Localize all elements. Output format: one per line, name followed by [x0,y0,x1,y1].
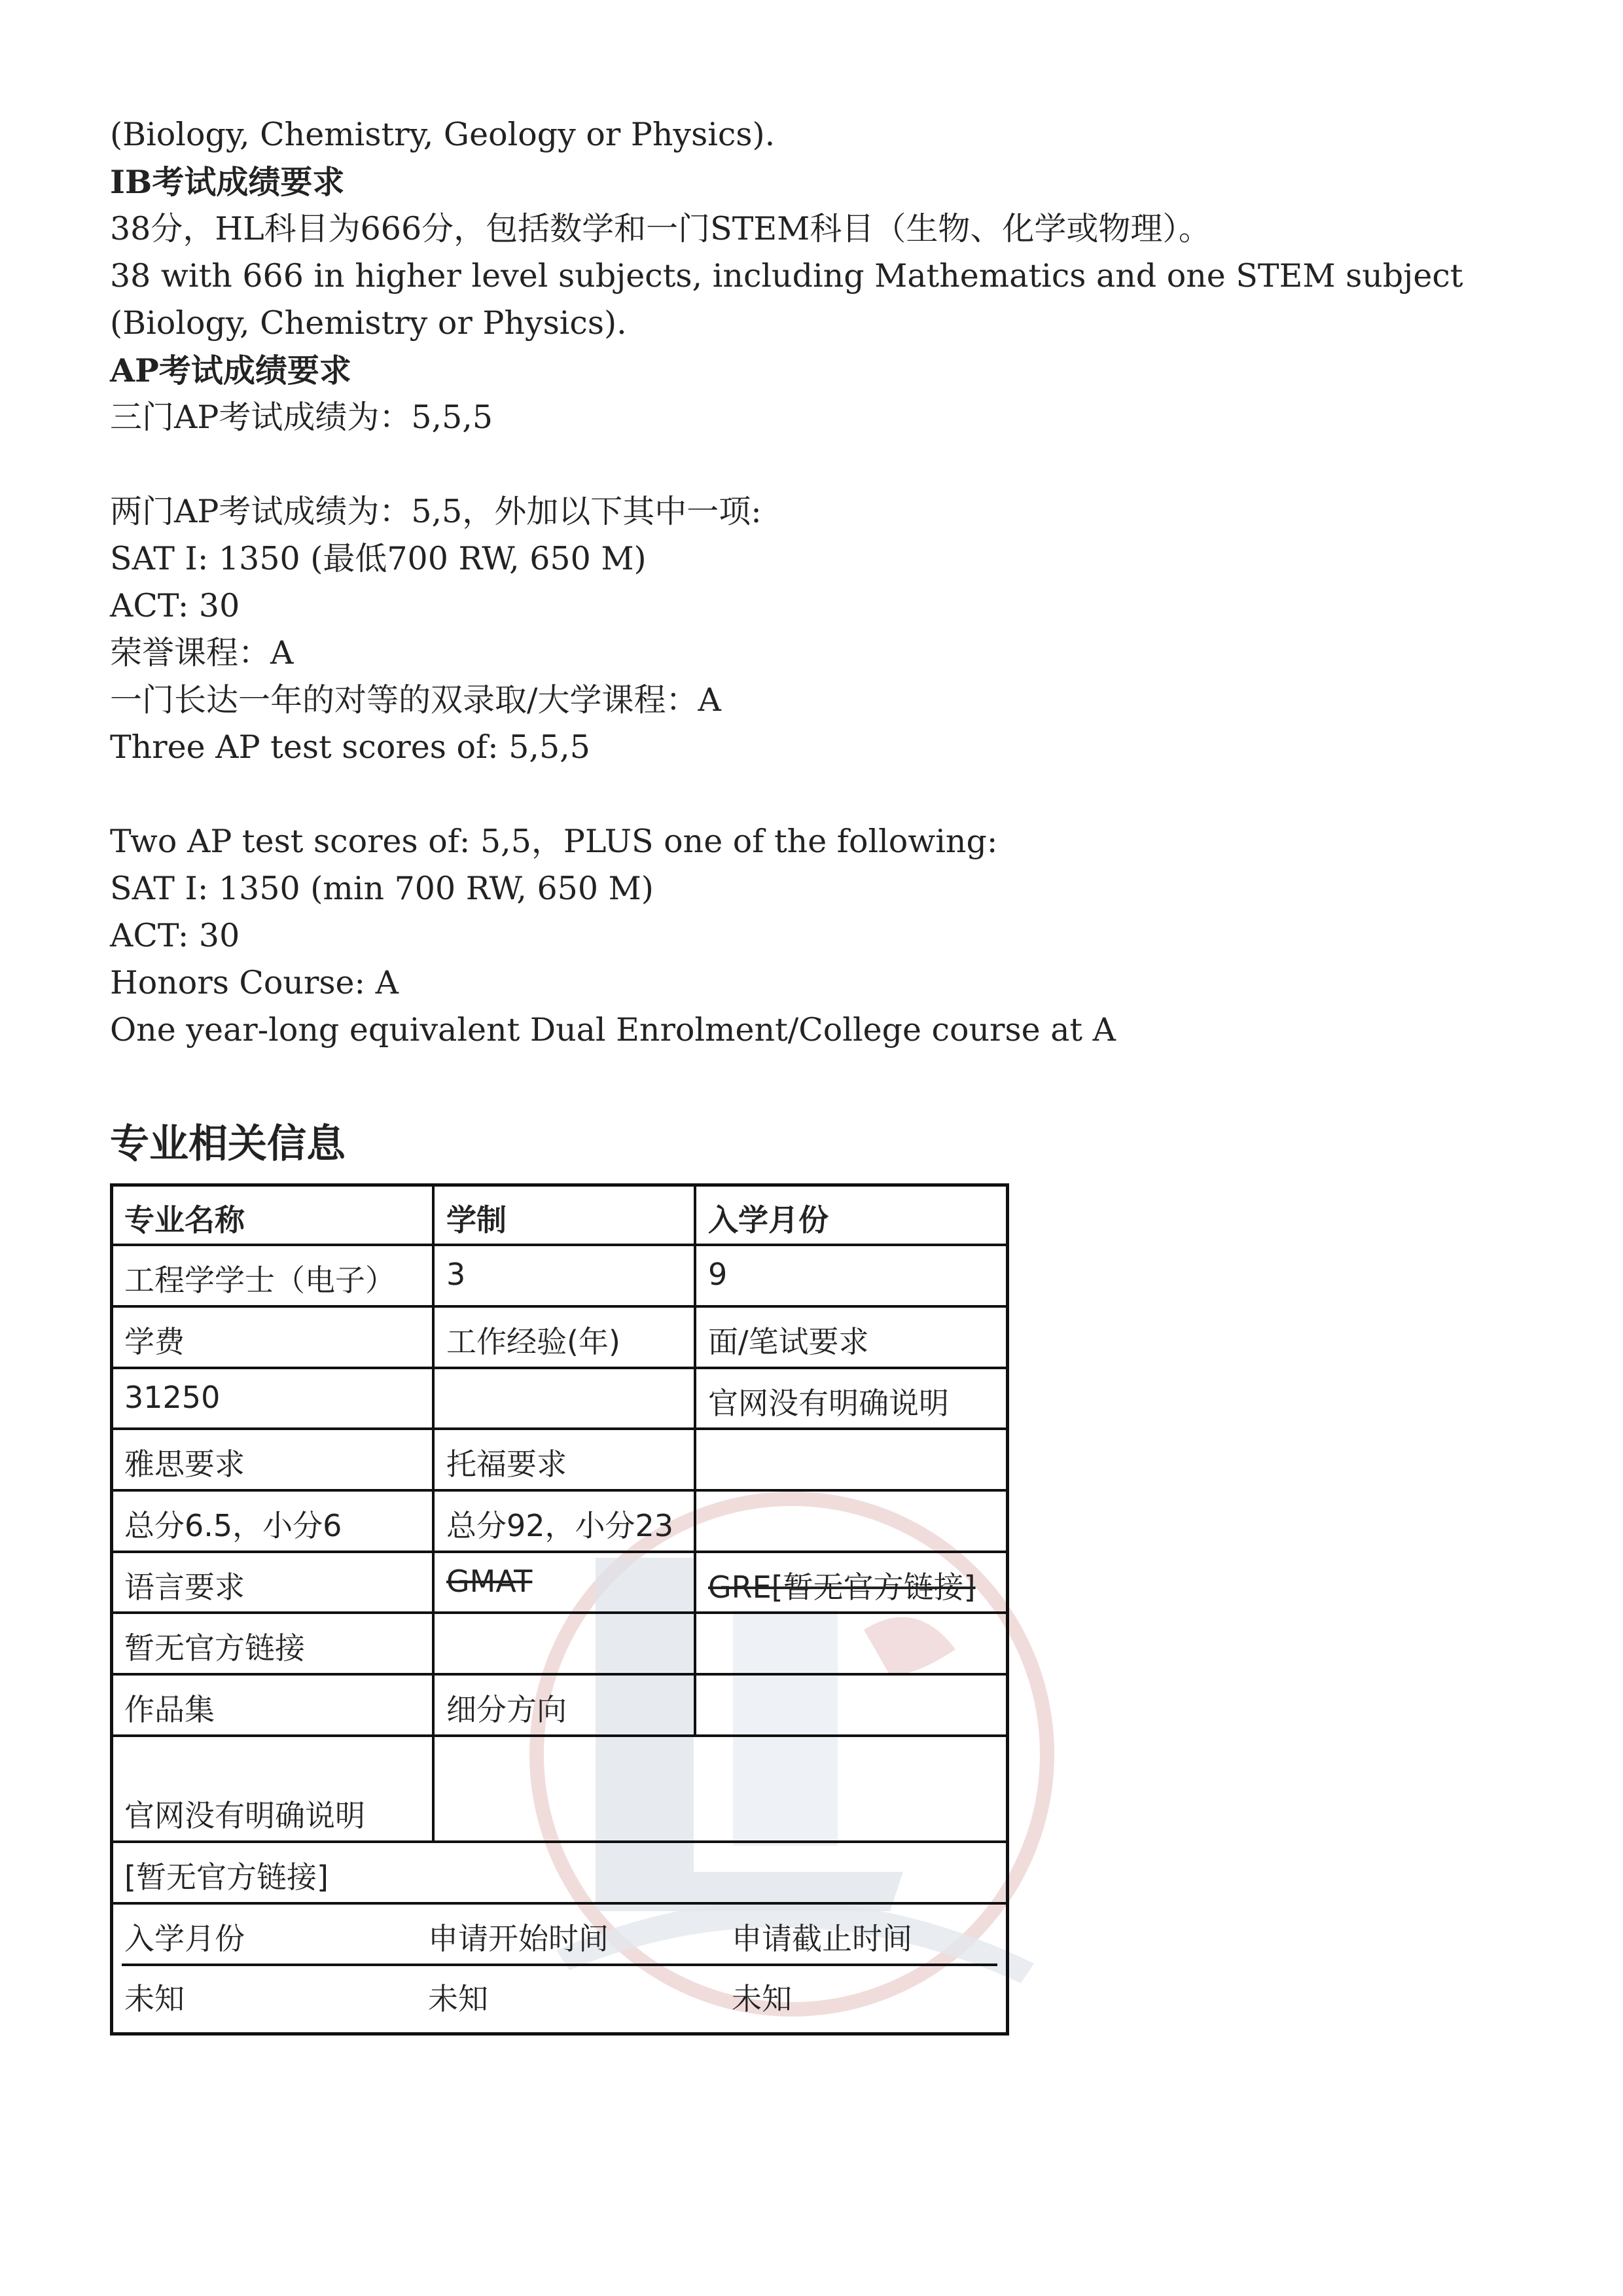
req-line-18: Honors Course: A [110,964,399,1001]
portfolio-label: 作品集 [124,1692,215,1727]
req-line-8: 两门AP考试成绩为：5,5，外加以下其中一项: [110,493,762,530]
schedule-close-value: 未知 [732,1981,792,2017]
table-border [110,1183,1009,2036]
ap-heading: AP考试成绩要求 [110,351,351,389]
duration-value: 3 [446,1257,466,1292]
row-divider [110,1367,1009,1369]
row-divider [110,1305,1009,1308]
interview-value: 官网没有明确说明 [708,1386,949,1421]
req-line-16: SAT I: 1350 (min 700 RW, 650 M) [110,870,654,907]
row-divider [110,1611,1009,1614]
specialization-label: 细分方向 [446,1692,567,1727]
row-divider [110,1244,1009,1246]
gmat-label: GMAT [446,1564,533,1599]
ielts-value: 总分6.5，小分6 [124,1508,342,1543]
req-line-6: 三门AP考试成绩为：5,5,5 [110,399,493,436]
section-title: 专业相关信息 [110,1121,346,1167]
schedule-close-header: 申请截止时间 [732,1921,912,1956]
req-line-4: (Biology, Chemistry or Physics). [110,304,627,342]
ielts-label: 雅思要求 [124,1446,245,1482]
req-line-13: Three AP test scores of: 5,5,5 [110,728,590,766]
program-info-table [110,1183,1009,2036]
interview-label: 面/笔试要求 [708,1324,869,1359]
tuition-value: 31250 [124,1380,221,1415]
gre-label: GRE[暂无官方链接] [708,1570,976,1605]
req-line-10: ACT: 30 [110,587,240,624]
req-line-12: 一门长达一年的对等的双录取/大学课程：A [110,681,721,719]
row-divider [110,1840,1009,1843]
req-line-0: (Biology, Chemistry, Geology or Physics). [110,116,776,153]
intake-value: 9 [708,1257,728,1292]
row-divider [110,1734,1009,1737]
portfolio-value: 官网没有明确说明 [124,1798,365,1833]
req-line-15: Two AP test scores of: 5,5，PLUS one of the following: [110,823,998,860]
ib-heading: IB考试成绩要求 [110,163,345,201]
program-name: 工程学学士（电子） [124,1263,395,1298]
requirements-text [110,111,1550,1054]
row-divider [110,1427,1009,1430]
row-divider [110,1902,1009,1905]
row-divider [110,1551,1009,1553]
header-duration: 学制 [446,1202,507,1238]
language-label: 语言要求 [124,1570,245,1605]
header-program: 专业名称 [124,1202,245,1238]
column-divider [432,1183,435,1840]
blank-line [110,771,1550,818]
req-line-17: ACT: 30 [110,917,240,954]
tuition-label: 学费 [124,1324,185,1359]
row-divider [110,1489,1009,1492]
req-line-11: 荣誉课程：A [110,634,294,672]
schedule-intake-header: 入学月份 [124,1921,245,1956]
schedule-divider [122,1964,997,1966]
toefl-label: 托福要求 [446,1446,567,1482]
toefl-value: 总分92，小分23 [446,1508,674,1543]
work-exp-label: 工作经验(年) [446,1324,620,1359]
req-line-19: One year-long equivalent Dual Enrolment/College course at A [110,1011,1116,1049]
header-intake: 入学月份 [708,1202,829,1238]
schedule-open-value: 未知 [428,1981,488,2017]
column-divider [694,1183,696,1734]
schedule-open-header: 申请开始时间 [428,1921,609,1956]
schedule-intake-value: 未知 [124,1981,185,2017]
blank-line [110,441,1550,488]
req-line-2: 38分，HL科目为666分，包括数学和一门STEM科目（生物、化学或物理）。 [110,210,1211,247]
req-line-9: SAT I: 1350 (最低700 RW, 650 M) [110,540,647,577]
row-divider [110,1673,1009,1676]
req-line-3: 38 with 666 in higher level subjects, including Mathematics and one STEM subject [110,257,1463,295]
language-link: 暂无官方链接 [124,1630,305,1666]
official-link-note: [暂无官方链接] [124,1859,329,1895]
